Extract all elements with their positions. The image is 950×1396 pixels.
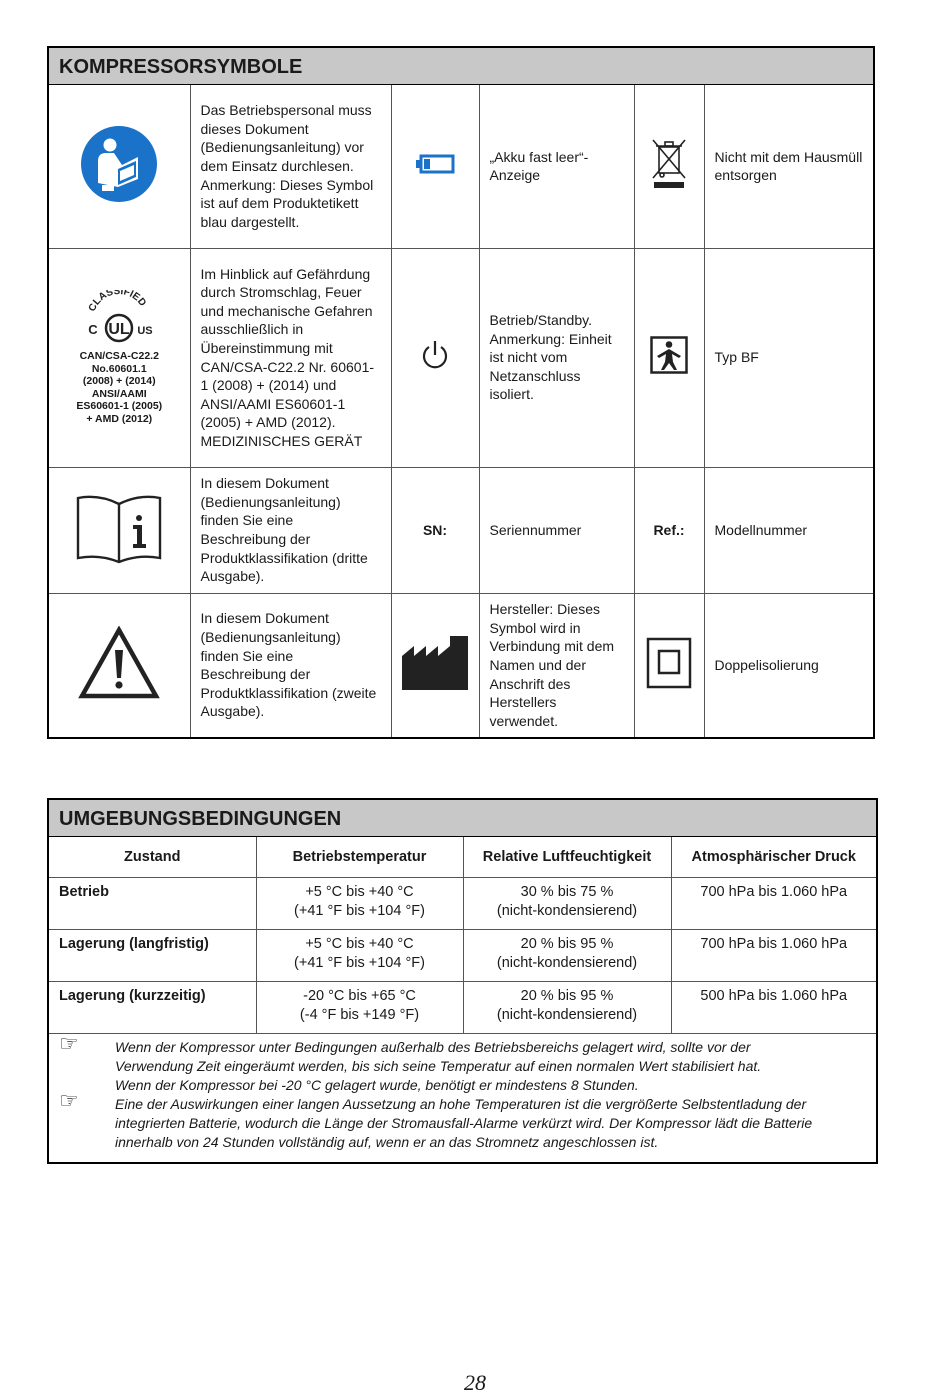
svg-text:CLASSIFIED: CLASSIFIED bbox=[87, 289, 149, 313]
humidity-note: (nicht-kondensierend) bbox=[496, 955, 638, 971]
column-header: Relative Luftfeuchtigkeit bbox=[463, 837, 671, 878]
state-cell: Lagerung (kurzzeitig) bbox=[49, 982, 256, 1034]
symbol-description: Modellnummer bbox=[704, 467, 873, 593]
state-cell: Lagerung (langfristig) bbox=[49, 930, 256, 982]
column-header: Zustand bbox=[49, 837, 256, 878]
header-row bbox=[49, 837, 876, 878]
environment-table bbox=[47, 798, 878, 1164]
symbol-description: Das Betriebspersonal muss dieses Dokument (Bedienungsanleitung) vor dem Einsatz durchlesen. Anmerkung: Dieses Symbol ist auf dem Produktetikett blau dargestellt. bbox=[190, 85, 391, 248]
pressure-cell: 700 hPa bis 1.060 hPa bbox=[671, 878, 876, 930]
symbol-description: „Akku fast leer“-Anzeige bbox=[479, 85, 634, 248]
svg-text:US: US bbox=[137, 324, 153, 337]
symbol-description: In diesem Dokument (Bedienungsanleitung) finden Sie eine Beschreibung der Produktklassifikation (zweite Ausgabe). bbox=[190, 593, 391, 737]
temperature-cell bbox=[256, 878, 463, 930]
notes-block bbox=[49, 1031, 876, 1162]
humidity-range: 20 % bis 95 % bbox=[520, 988, 614, 1004]
environment-title: UMGEBUNGSBEDINGUNGEN bbox=[49, 800, 876, 837]
symbol-description: Doppelisolierung bbox=[704, 593, 873, 737]
humidity-cell bbox=[463, 878, 671, 930]
humidity-range: 30 % bis 75 % bbox=[520, 884, 614, 900]
temp-celsius: +5 °C bis +40 °C bbox=[305, 884, 414, 900]
note-line: Verwendung Zeit eingeräumt werden, bis sich seine Temperatur auf einen normalen Wert stabilisiert hat. bbox=[115, 1058, 762, 1074]
state-cell: Betrieb bbox=[49, 878, 256, 930]
temp-celsius: -20 °C bis +65 °C bbox=[303, 988, 416, 1004]
symbol-description: Seriennummer bbox=[479, 467, 634, 593]
ul-classified-mark-icon bbox=[49, 248, 190, 467]
humidity-cell bbox=[463, 982, 671, 1034]
column-header: Betriebstemperatur bbox=[256, 837, 463, 878]
weee-bin-icon bbox=[634, 85, 704, 248]
ul-standard-line: (2008) + (2014) bbox=[82, 375, 156, 388]
ul-standard-line: + AMD (2012) bbox=[86, 412, 153, 425]
svg-text:UL: UL bbox=[108, 320, 130, 338]
symbol-description: Betrieb/Standby. Anmerkung: Einheit ist nicht vom Netzanschluss isoliert. bbox=[479, 248, 634, 467]
temp-celsius: +5 °C bis +40 °C bbox=[305, 936, 414, 952]
table-row bbox=[49, 930, 876, 982]
warning-triangle-icon bbox=[49, 593, 190, 737]
info-book-icon bbox=[49, 467, 190, 593]
symbol-row bbox=[49, 467, 873, 593]
note-line: Wenn der Kompressor bei -20 °C gelagert wurde, benötigt er mindestens 8 Stunden. bbox=[115, 1077, 639, 1093]
note-line: integrierten Batterie, wodurch die Länge der Stromausfall-Alarme verkürzt wird. Der Kompressor lädt die Batterie bbox=[115, 1115, 813, 1131]
svg-text:C: C bbox=[88, 321, 98, 337]
symbol-description: Im Hinblick auf Gefährdung durch Stromschlag, Feuer und mechanische Gefahren ausschließlich in Übereinstimmung mit CAN/CSA-C22.2 Nr. 60601-1 (2008) + (2014) und ANSI/AAMI ES60601-1 (2005) + AMD (2012). MEDIZINISCHES GERÄT bbox=[190, 248, 391, 467]
symbol-description: In diesem Dokument (Bedienungsanleitung) finden Sie eine Beschreibung der Produktklassifikation (dritte Ausgabe). bbox=[190, 467, 391, 593]
ul-standard-line: No.60601.1 bbox=[91, 362, 147, 375]
ul-standard-line: ANSI/AAMI bbox=[91, 387, 147, 400]
note-line: innerhalb von 24 Stunden vollständig auf, wenn er an das Stromnetz angeschlossen ist. bbox=[115, 1134, 659, 1150]
read-manual-blue-icon bbox=[49, 85, 190, 248]
ul-standard-line: ES60601-1 (2005) bbox=[76, 400, 163, 413]
type-bf-icon bbox=[634, 248, 704, 467]
humidity-range: 20 % bis 95 % bbox=[520, 936, 614, 952]
table-row bbox=[49, 982, 876, 1034]
symbol-description: Nicht mit dem Hausmüll entsorgen bbox=[704, 85, 873, 248]
humidity-note: (nicht-kondensierend) bbox=[496, 1007, 638, 1023]
double-insulation-icon bbox=[634, 593, 704, 737]
serial-number-symbol: SN: bbox=[391, 467, 479, 593]
symbol-row bbox=[49, 85, 873, 248]
ul-standard-line: CAN/CSA-C22.2 bbox=[79, 350, 159, 363]
symbol-row bbox=[49, 593, 873, 737]
symbol-row bbox=[49, 248, 873, 467]
humidity-note: (nicht-kondensierend) bbox=[496, 903, 638, 919]
humidity-cell bbox=[463, 930, 671, 982]
symbols-table bbox=[47, 46, 875, 739]
temperature-cell bbox=[256, 930, 463, 982]
page-number: 28 bbox=[464, 1370, 486, 1395]
symbol-description: Hersteller: Dieses Symbol wird in Verbindung mit dem Namen und der Anschrift des Herstellers verwendet. bbox=[479, 593, 634, 737]
temperature-cell bbox=[256, 982, 463, 1034]
pointing-hand-icon: ☞ bbox=[59, 1088, 79, 1113]
table-row bbox=[49, 878, 876, 930]
symbol-description: Typ BF bbox=[704, 248, 873, 467]
temp-fahrenheit: (+41 °F bis +104 °F) bbox=[294, 903, 425, 919]
reference-symbol: Ref.: bbox=[634, 467, 704, 593]
pointing-hand-icon: ☞ bbox=[59, 1031, 79, 1056]
battery-low-icon bbox=[391, 85, 479, 248]
temp-fahrenheit: (-4 °F bis +149 °F) bbox=[299, 1007, 420, 1023]
note-line: Eine der Auswirkungen einer langen Aussetzung an hohe Temperaturen ist die vergrößerte Selbstentladung der bbox=[115, 1096, 807, 1112]
power-standby-icon bbox=[391, 248, 479, 467]
note-line: Wenn der Kompressor unter Bedingungen außerhalb des Betriebsbereichs gelagert wird, sollte vor der bbox=[115, 1039, 751, 1055]
symbols-title: KOMPRESSORSYMBOLE bbox=[49, 48, 873, 85]
pressure-cell: 700 hPa bis 1.060 hPa bbox=[671, 930, 876, 982]
column-header: Atmosphärischer Druck bbox=[671, 837, 876, 878]
temp-fahrenheit: (+41 °F bis +104 °F) bbox=[294, 955, 425, 971]
pressure-cell: 500 hPa bis 1.060 hPa bbox=[671, 982, 876, 1034]
manufacturer-factory-icon bbox=[391, 593, 479, 737]
